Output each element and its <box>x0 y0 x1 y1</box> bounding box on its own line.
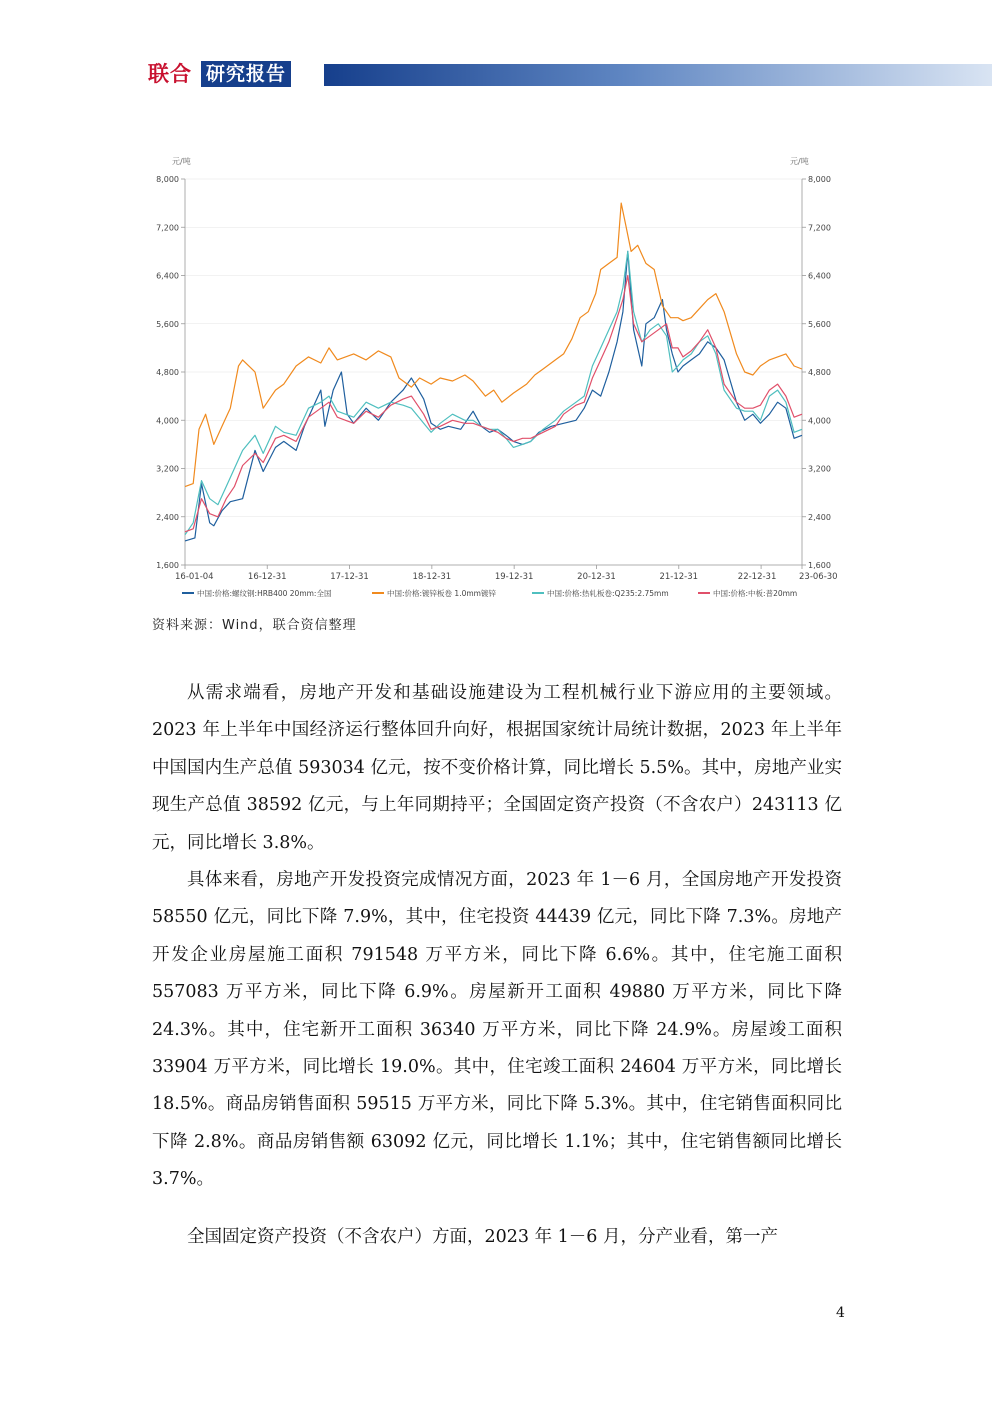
x-tick-label: 23-06-30 <box>799 572 838 582</box>
x-axis <box>175 565 838 582</box>
x-tick-label: 17-12-31 <box>330 572 369 582</box>
series-line-4 <box>185 276 802 532</box>
x-tick-label: 19-12-31 <box>494 572 534 582</box>
paragraph-1: 从需求端看，房地产开发和基础设施建设为工程机械行业下游应用的主要领域。2023 年上半年中国经济运行整体回升向好，根据国家统计局统计数据，2023 年上半年中国国内生产总值 593034 亿元，按不变价格计算，同比增长 5.5%。其中，房地产业实现生产总值 38592 亿元，与上年同期持平；全国固定资产投资（不含农户）243113 亿元，同比增长 3.8%。 <box>152 683 842 853</box>
series-line-3 <box>185 251 802 534</box>
legend-label-1: 中国:价格:螺纹钢:HRB400 20mm:全国 <box>197 589 332 598</box>
left-tick-label: 7,200 <box>156 223 179 233</box>
x-tick-label: 22-12-31 <box>737 572 777 582</box>
left-unit-label: 元/吨 <box>172 157 191 166</box>
right-axis <box>790 156 831 570</box>
header-gradient-band <box>324 64 992 86</box>
right-tick-label: 4,800 <box>808 368 831 377</box>
x-tick-label: 20-12-31 <box>577 572 616 582</box>
paragraph-3: 全国固定资产投资（不含农户）方面，2023 年 1－6 月，分产业看，第一产 <box>187 1227 778 1247</box>
series-line-2 <box>185 203 802 487</box>
left-tick-label: 4,000 <box>156 416 179 426</box>
right-unit-label: 元/吨 <box>790 157 809 166</box>
right-tick-label: 5,600 <box>808 319 831 329</box>
x-tick-label: 16-01-04 <box>175 572 214 582</box>
legend <box>182 588 797 598</box>
report-header <box>148 60 992 88</box>
x-tick-label: 21-12-31 <box>659 572 699 582</box>
right-tick-label: 6,400 <box>808 271 831 281</box>
left-axis <box>156 156 191 570</box>
left-tick-label: 6,400 <box>156 271 179 281</box>
right-tick-label: 4,000 <box>808 416 831 426</box>
right-tick-label: 8,000 <box>808 175 831 184</box>
steel-price-chart <box>150 150 840 610</box>
grid <box>185 179 802 565</box>
left-tick-label: 2,400 <box>156 512 179 522</box>
left-tick-label: 4,800 <box>156 368 179 377</box>
x-tick-label: 16-12-31 <box>247 572 287 582</box>
left-tick-label: 8,000 <box>156 175 179 184</box>
legend-label-4: 中国:价格:中板:普20mm <box>713 589 798 598</box>
right-tick-label: 7,200 <box>808 223 831 233</box>
right-tick-label: 3,200 <box>808 464 831 474</box>
left-tick-label: 1,600 <box>156 561 179 570</box>
page-number: 4 <box>836 1305 845 1321</box>
brand-blue-text: 研究报告 <box>201 61 291 87</box>
brand-red-text: 联合 <box>148 62 192 86</box>
chart-source-note: 资料来源：Wind，联合资信整理 <box>152 618 357 633</box>
legend-label-3: 中国:价格:热轧板卷:Q235:2.75mm <box>547 589 669 598</box>
left-tick-label: 3,200 <box>156 464 179 474</box>
right-tick-label: 1,600 <box>808 561 831 570</box>
legend-label-2: 中国:价格:镀锌板卷 1.0mm镀锌 <box>387 589 496 598</box>
x-tick-label: 18-12-31 <box>412 572 452 582</box>
paragraph-2: 具体来看，房地产开发投资完成情况方面，2023 年 1－6 月，全国房地产开发投资 58550 亿元，同比下降 7.9%，其中，住宅投资 44439 亿元，同比下降 7.3%。房地产开发企业房屋施工面积 791548 万平方米，同比下降 6.6%。其中，住宅施工面积 557083 万平方米，同比下降 6.9%。房屋新开工面积 49880 万平方米，同比下降 24.3%。其中，住宅新开工面积 36340 万平方米，同比下降 24.9%。房屋竣工面积 33904 万平方米，同比增长 19.0%。其中，住宅竣工面积 24604 万平方米，同比增长 18.5%。商品房销售面积 59515 万平方米，同比下降 5.3%。其中，住宅销售面积同比下降 2.8%。商品房销售额 63092 亿元，同比增长 1.1%；其中，住宅销售额同比增长 3.7%。 <box>152 870 842 1190</box>
right-tick-label: 2,400 <box>808 512 831 522</box>
left-tick-label: 5,600 <box>156 319 179 329</box>
series-line-1 <box>185 251 802 541</box>
